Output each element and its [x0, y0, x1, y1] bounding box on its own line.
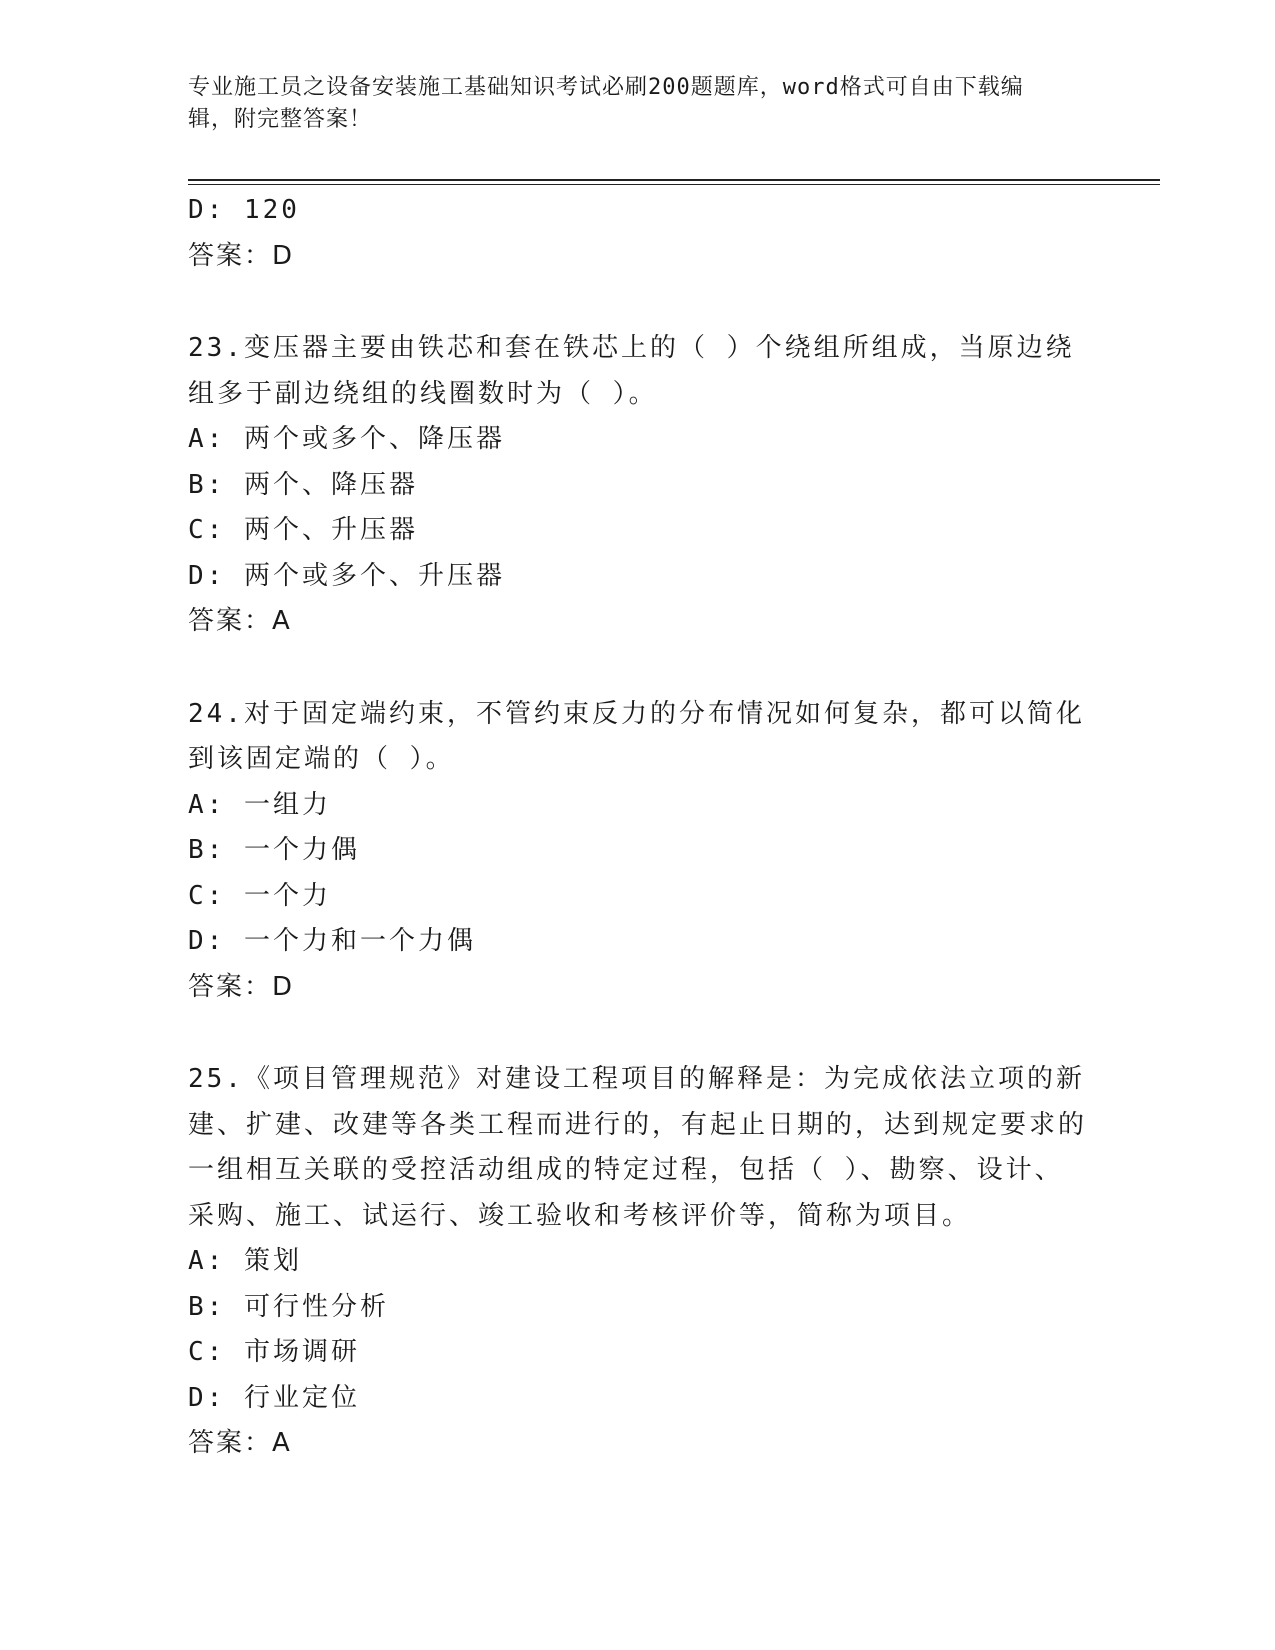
- option-a: A: 一组力: [188, 789, 331, 820]
- option-c: C: 两个、升压器: [188, 515, 418, 545]
- document-header: 专业施工员之设备安装施工基础知识考试必刷200题题库，word格式可自由下载编辑，附完整答案！: [188, 75, 1024, 132]
- answer-line: 答案：D: [188, 971, 295, 1002]
- option-b: B: 一个力偶: [188, 835, 360, 865]
- question-stem: 25.《项目管理规范》对建设工程项目的解释是：为完成依法立项的新建、扩建、改建等各类工程而进行的，有起止日期的，达到规定要求的一组相互关联的受控活动组成的特定过程，包括（ ）、勘察、设计、采购、施工、试运行、竣工验收和考核评价等，简称为项目。: [188, 1064, 1088, 1231]
- option-c: C: 市场调研: [188, 1337, 360, 1367]
- option-a: A: 两个或多个、降压器: [188, 424, 505, 454]
- option-d: D: 两个或多个、升压器: [188, 560, 505, 591]
- question-stem: 24.对于固定端约束，不管约束反力的分布情况如何复杂，都可以简化到该固定端的（ ）。: [188, 698, 1085, 774]
- question-25: [188, 1057, 1088, 1467]
- answer-line: 答案：D: [188, 240, 295, 271]
- answer-line: 答案：A: [188, 1428, 292, 1458]
- question-23: [188, 326, 1088, 645]
- previous-question-tail: [188, 188, 1088, 279]
- option-b: B: 两个、降压器: [188, 469, 418, 500]
- header-divider-thin: [188, 184, 1160, 185]
- option-c: C: 一个力: [188, 880, 331, 911]
- header-divider: [188, 179, 1160, 181]
- question-24: [188, 692, 1088, 1011]
- question-list: [188, 188, 1088, 1467]
- option-a: A: 策划: [188, 1246, 302, 1276]
- option-d: D: 120: [188, 195, 300, 225]
- option-d: D: 行业定位: [188, 1382, 360, 1413]
- option-b: B: 可行性分析: [188, 1291, 389, 1322]
- question-stem: 23.变压器主要由铁芯和套在铁芯上的（ ）个绕组所组成，当原边绕组多于副边绕组的线圈数时为（ ）。: [188, 333, 1075, 409]
- answer-line: 答案：A: [188, 606, 292, 636]
- option-d: D: 一个力和一个力偶: [188, 926, 476, 956]
